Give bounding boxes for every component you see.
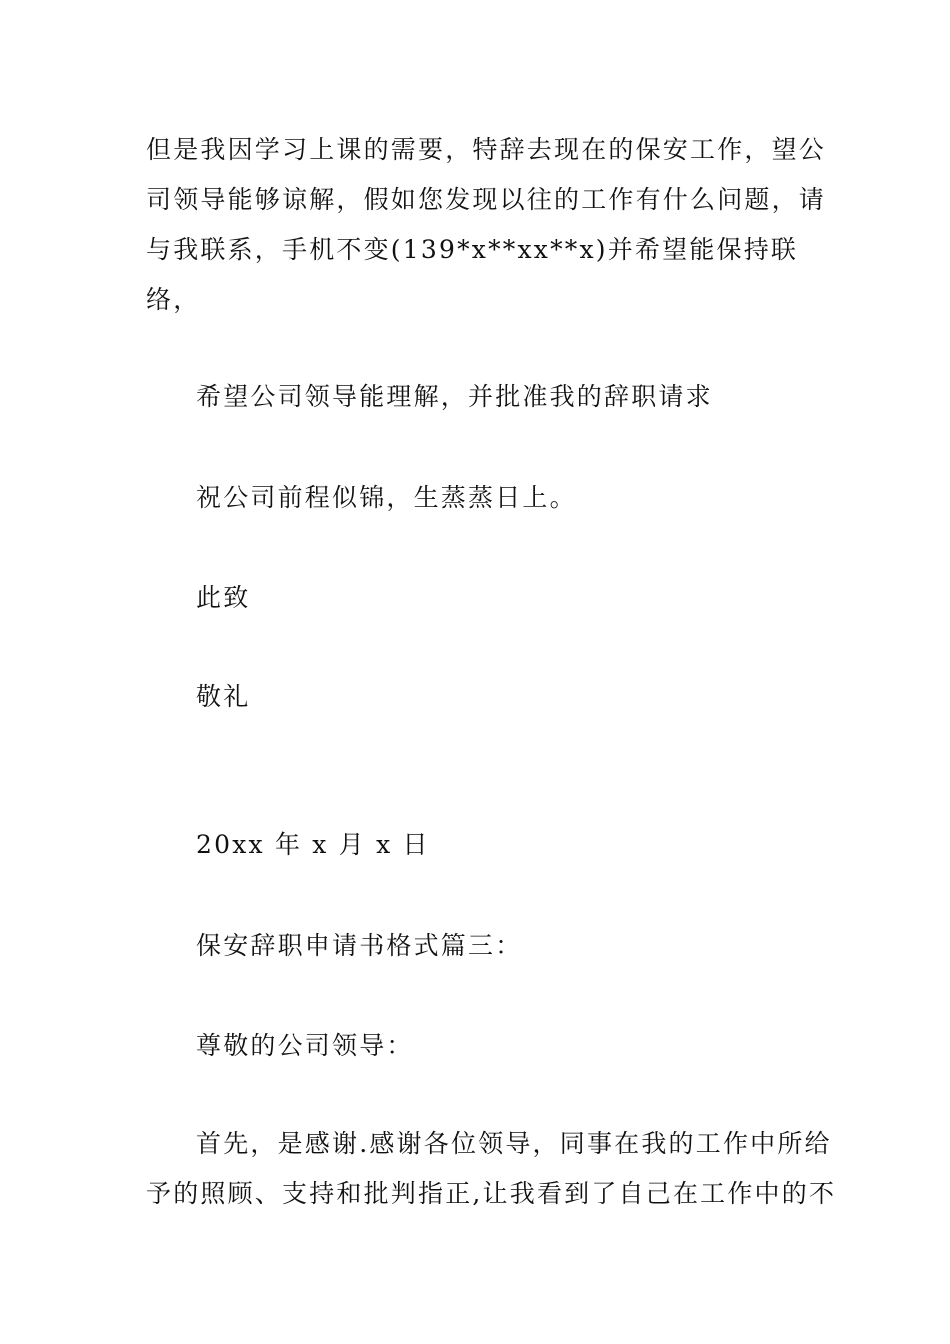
paragraph-line: 予的照顾、支持和批判指正,让我看到了自己在工作中的不 xyxy=(146,1179,837,1208)
paragraph-line: 但是我因学习上课的需要，特辞去现在的保安工作，望公 xyxy=(146,135,827,164)
date-line: 20xx 年 x 月 x 日 xyxy=(196,830,430,859)
closing-line: 此致 xyxy=(196,583,251,612)
paragraph-line: 络， xyxy=(146,285,201,314)
paragraph-line: 首先，是感谢.感谢各位领导，同事在我的工作中所给 xyxy=(196,1129,832,1158)
paragraph-line: 与我联系，手机不变(139*ⅹ**ⅹⅹ**ⅹ)并希望能保持联 xyxy=(146,235,799,264)
section-title: 保安辞职申请书格式篇三： xyxy=(196,931,523,960)
wish-line: 祝公司前程似锦，生蒸蒸日上。 xyxy=(196,483,577,512)
hope-line: 希望公司领导能理解，并批准我的辞职请求 xyxy=(196,382,713,411)
paragraph-line: 司领导能够谅解，假如您发现以往的工作有什么问题，请 xyxy=(146,185,827,214)
salutation: 尊敬的公司领导： xyxy=(196,1031,414,1060)
closing-line: 敬礼 xyxy=(196,682,251,711)
